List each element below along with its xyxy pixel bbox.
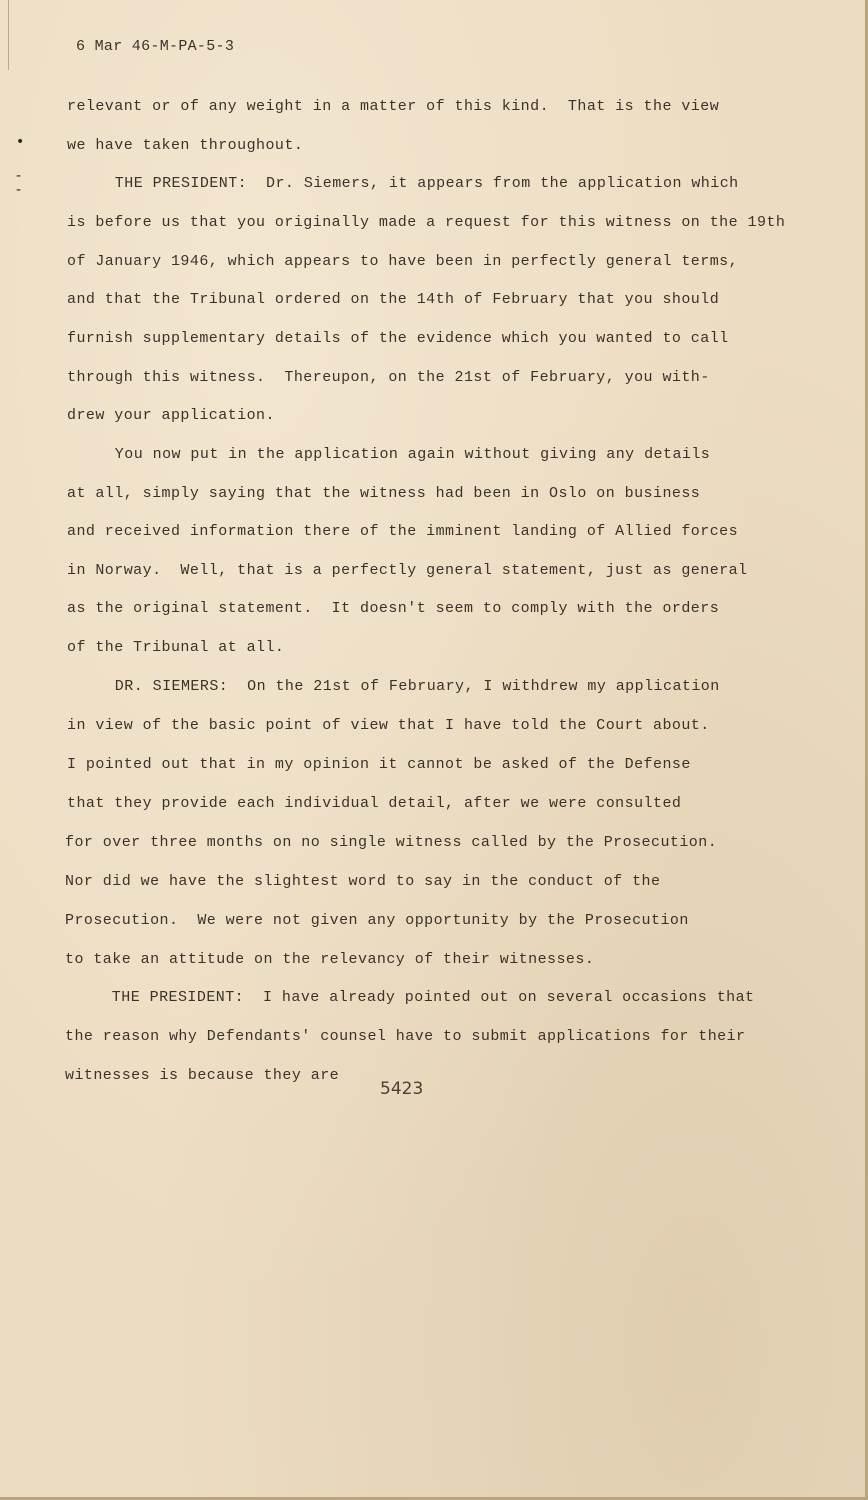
text-line: of January 1946, which appears to have been in perfectly general terms, [67,253,739,270]
text-line: the reason why Defendants' counsel have to submit applications for their [65,1028,746,1045]
margin-dash-mark: - [16,182,22,198]
text-line: You now put in the application again without giving any details [77,446,711,463]
text-line: to take an attitude on the relevancy of their witnesses. [65,951,595,968]
text-line: and received information there of the imminent landing of Allied forces [67,523,739,540]
text-line: Nor did we have the slightest word to say in the conduct of the [65,873,661,890]
text-line: at all, simply saying that the witness had been in Oslo on business [67,485,701,502]
text-line: as the original statement. It doesn't seem to comply with the orders [67,600,720,617]
text-line: in Norway. Well, that is a perfectly general statement, just as general [67,562,748,579]
text-line: for over three months on no single witness called by the Prosecution. [65,834,718,851]
text-line: witnesses is because they are [65,1067,340,1084]
text-line: THE PRESIDENT: I have already pointed out on several occasions that [74,989,755,1006]
text-line: Prosecution. We were not given any opportunity by the Prosecution [65,912,689,929]
text-line: furnish supplementary details of the evidence which you wanted to call [67,330,729,347]
page-header: 6 Mar 46-M-PA-5-3 [76,38,235,55]
text-line: we have taken throughout. [67,137,304,154]
text-line: of the Tribunal at all. [67,639,285,656]
text-line: relevant or of any weight in a matter of this kind. That is the view [67,98,720,115]
text-line: THE PRESIDENT: Dr. Siemers, it appears from the application which [77,175,739,192]
text-line: I pointed out that in my opinion it cannot be asked of the Defense [67,756,691,773]
text-line: and that the Tribunal ordered on the 14th of February that you should [67,291,720,308]
margin-dash-mark: - [16,168,22,184]
page-number: 5423 [380,1079,424,1099]
text-line: in view of the basic point of view that I have told the Court about. [67,717,710,734]
margin-dot-mark: • [16,134,25,150]
text-line: that they provide each individual detail, after we were consulted [67,795,682,812]
text-line: DR. SIEMERS: On the 21st of February, I withdrew my application [77,678,720,695]
text-line: through this witness. Thereupon, on the 21st of February, you with- [67,369,710,386]
text-line: is before us that you originally made a request for this witness on the 19th [67,214,786,231]
text-line: drew your application. [67,407,275,424]
